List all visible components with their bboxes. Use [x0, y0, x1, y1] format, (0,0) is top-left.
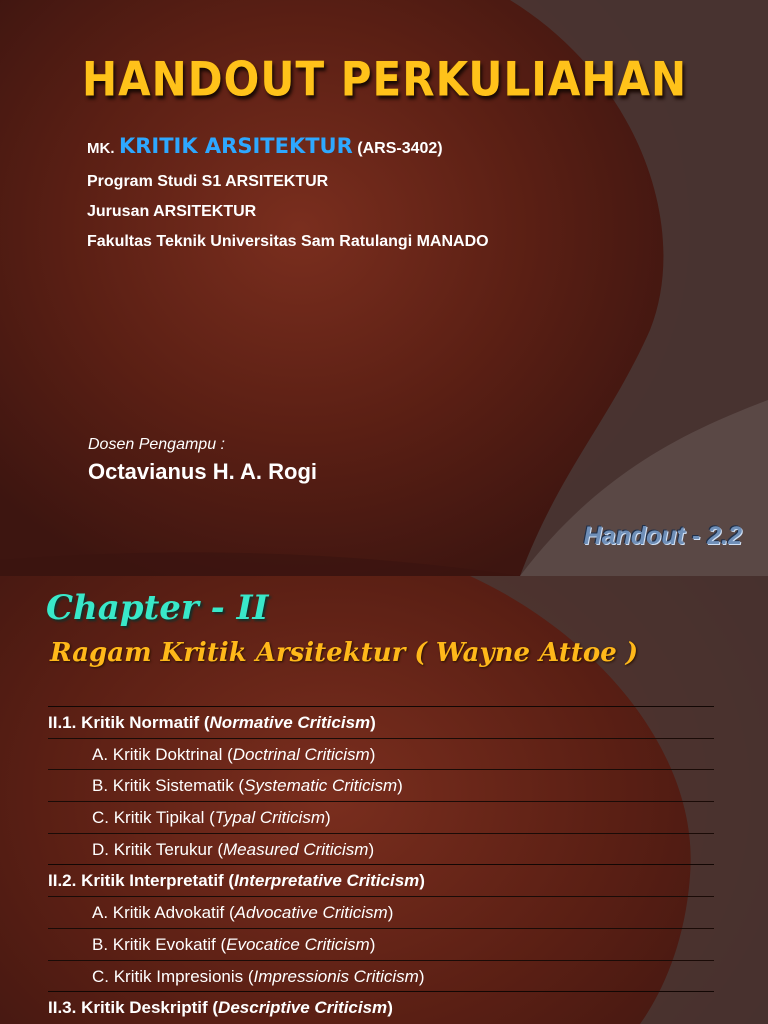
- outline-english-term: Normative Criticism: [209, 713, 371, 732]
- outline-section-heading: [48, 991, 714, 1023]
- outline-english-term: Evocatice Criticism: [226, 934, 370, 954]
- criticism-outline-list: [48, 706, 714, 1023]
- outline-list-item: [48, 833, 714, 865]
- course-code: (ARS-3402): [357, 140, 443, 157]
- outline-close-paren: ): [369, 744, 376, 764]
- course-line: [87, 134, 443, 158]
- outline-english-term: Typal Criticism: [214, 808, 325, 828]
- outline-label: B. Kritik Evokatif (: [92, 934, 227, 954]
- outline-english-term: Systematic Criticism: [244, 776, 398, 796]
- outline-english-term: Descriptive Criticism: [218, 998, 388, 1018]
- lecturer-name: Octavianus H. A. Rogi: [88, 459, 318, 484]
- outline-close-paren: ): [419, 871, 425, 891]
- chapter-subtitle: Ragam Kritik Arsitektur ( Wayne Attoe ): [50, 638, 639, 668]
- outline-english-term: Impressionis Criticism: [253, 966, 419, 986]
- outline-close-paren: ): [387, 903, 394, 923]
- outline-list-item: [48, 801, 714, 833]
- outline-list-item: [48, 896, 714, 928]
- outline-section-heading: [48, 864, 714, 896]
- outline-label: D. Kritik Terukur (: [92, 839, 223, 859]
- department-line: Jurusan ARSITEKTUR: [87, 203, 257, 220]
- outline-close-paren: ): [370, 713, 376, 732]
- handout-number: Handout - 2.2: [583, 522, 742, 550]
- outline-close-paren: ): [418, 966, 425, 986]
- outline-section-heading: [48, 706, 714, 738]
- outline-list-item: [48, 960, 714, 992]
- faculty-line: Fakultas Teknik Universitas Sam Ratulangi MANADO: [87, 233, 489, 250]
- outline-list-item: [48, 738, 714, 770]
- outline-english-term: Advocative Criticism: [234, 903, 388, 923]
- outline-label: II.2. Kritik Interpretatif (: [48, 871, 235, 891]
- course-name: KRITIK ARSITEKTUR: [118, 134, 353, 158]
- outline-label: A. Kritik Advokatif (: [92, 903, 235, 923]
- outline-label: C. Kritik Tipikal (: [92, 808, 215, 828]
- outline-label: II.1. Kritik Normatif (: [48, 713, 210, 732]
- outline-label: A. Kritik Doktrinal (: [92, 744, 233, 764]
- program-line: Program Studi S1 ARSITEKTUR: [87, 173, 329, 190]
- outline-list-item: [48, 928, 714, 960]
- outline-close-paren: ): [368, 839, 375, 859]
- outline-english-term: Measured Criticism: [223, 839, 369, 859]
- outline-english-term: Interpretative Criticism: [234, 871, 420, 891]
- outline-label: C. Kritik Impresionis (: [92, 966, 254, 986]
- outline-close-paren: ): [387, 998, 393, 1018]
- outline-slide: [0, 576, 768, 1024]
- outline-english-term: Doctrinal Criticism: [232, 744, 370, 764]
- outline-list-item: [48, 769, 714, 801]
- mk-prefix: MK.: [87, 140, 115, 157]
- chapter-title: Chapter - II: [46, 588, 269, 628]
- handout-title: HANDOUT PERKULIAHAN: [82, 52, 688, 107]
- outline-close-paren: ): [324, 808, 331, 828]
- outline-close-paren: ): [369, 934, 376, 954]
- outline-label: B. Kritik Sistematik (: [92, 776, 245, 796]
- outline-label: II.3. Kritik Deskriptif (: [48, 998, 219, 1018]
- outline-close-paren: ): [397, 776, 403, 796]
- lecturer-label: Dosen Pengampu :: [88, 436, 225, 453]
